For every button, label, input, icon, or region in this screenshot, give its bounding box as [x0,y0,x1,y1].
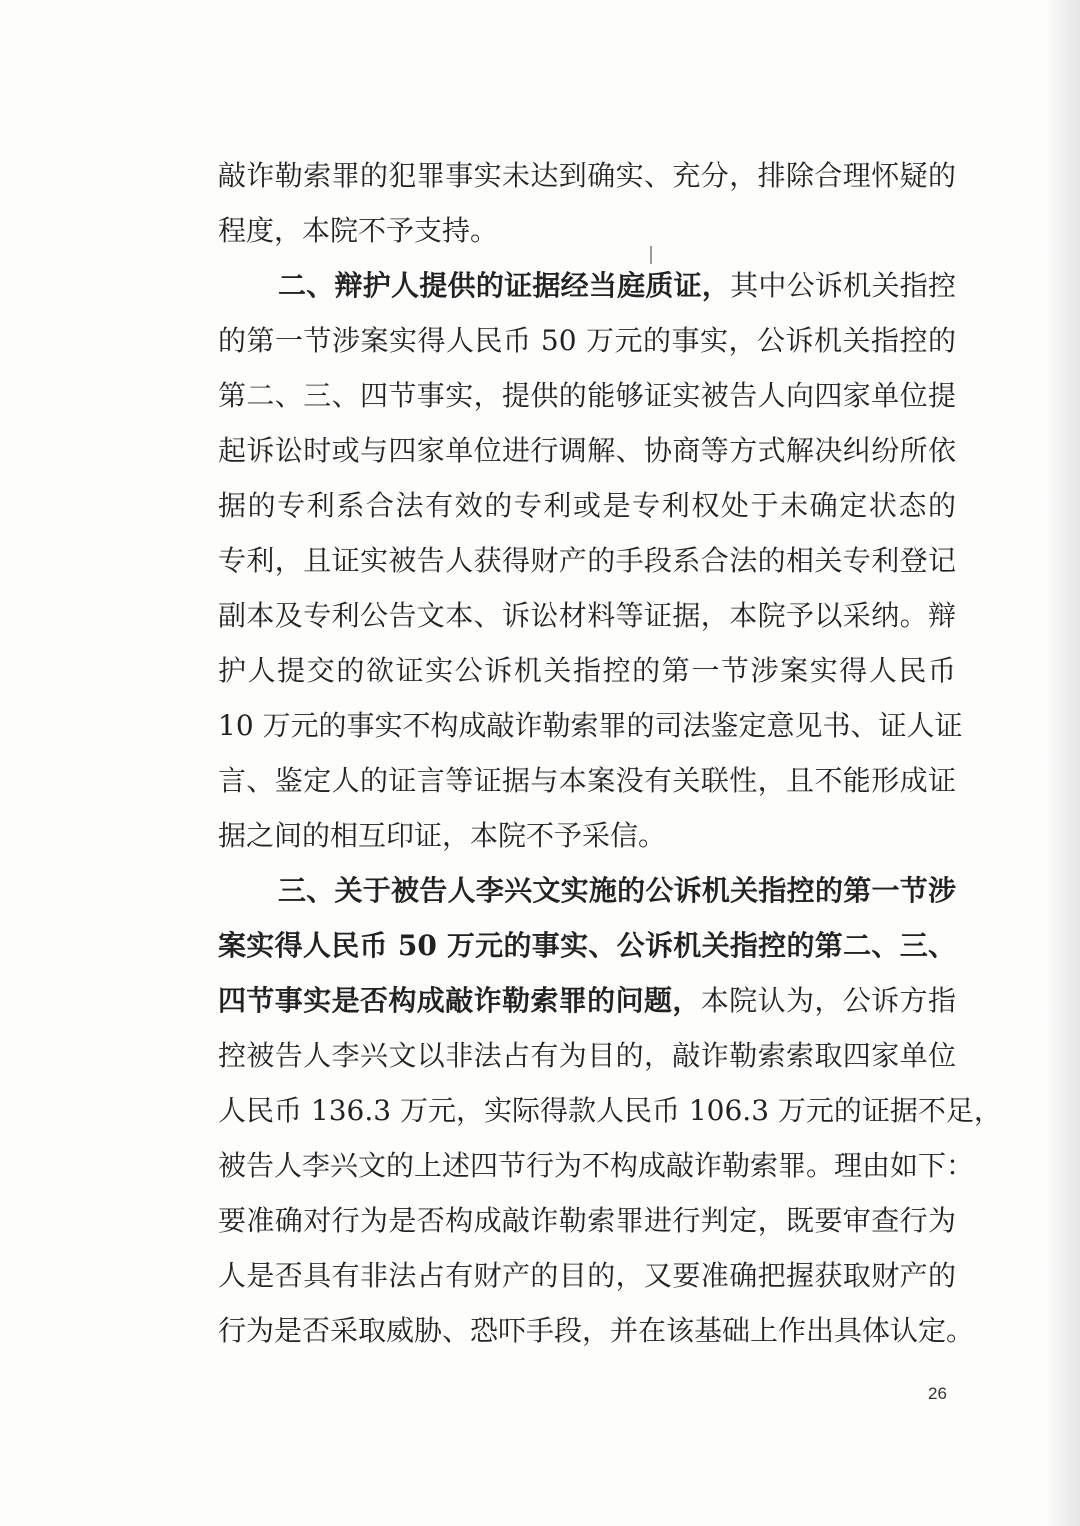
paragraph-heading-line: 三、关于被告人李兴文实施的公诉机关指控的第一节涉 [278,874,956,907]
text-line: 10 万元的事实不构成敲诈勒索罪的司法鉴定意见书、证人证 [218,709,963,742]
paragraph-heading-line [278,266,956,306]
text-line: 控被告人李兴文以非法占有为目的，敲诈勒索索取四家单位 [218,1039,956,1072]
text-line: 起诉讼时或与四家单位进行调解、协商等方式解决纠纷所依 [218,434,956,467]
text-line: 据的专利系合法有效的专利或是专利权处于未确定状态的 [218,489,956,522]
text-line: 副本及专利公告文本、诉讼材料等证据，本院予以采纳。辩 [218,599,956,632]
text-line: 人是否具有非法占有财产的目的，又要准确把握获取财产的 [218,1259,956,1292]
text-line: 人民币 136.3 万元，实际得款人民币 106.3 万元的证据不足， [218,1094,1002,1127]
text-line: 行为是否采取威胁、恐吓手段，并在该基础上作出具体认定。 [218,1314,975,1347]
text-line: 程度，本院不予支持。 [218,214,499,247]
text-line: 的第一节涉案实得人民币 50 万元的事实，公诉机关指控的 [218,324,956,357]
text-line: 护人提交的欲证实公诉机关指控的第一节涉案实得人民币 [218,654,956,687]
paragraph-heading-line [218,981,956,1021]
text-line: 要准确对行为是否构成敲诈勒索罪进行判定，既要审查行为 [218,1204,956,1237]
text-line: 第二、三、四节事实，提供的能够证实被告人向四家单位提 [218,379,956,412]
text-line: 专利，且证实被告人获得财产的手段系合法的相关专利登记 [218,544,956,577]
bold-heading: 四节事实是否构成敲诈勒索罪的问题， [218,984,701,1017]
scan-mark [650,246,652,264]
page-number: 26 [928,1384,947,1403]
paragraph-heading-line: 案实得人民币 50 万元的事实、公诉机关指控的第二、三、 [218,929,956,962]
text-span: 本院认为，公诉方指 [700,984,956,1017]
text-line: 被告人李兴文的上述四节行为不构成敲诈勒索罪。理由如下： [218,1149,975,1182]
text-line: 言、鉴定人的证言等证据与本案没有关联性，且不能形成证 [218,764,956,797]
text-line: 据之间的相互印证，本院不予采信。 [218,819,667,852]
bold-heading: 二、辩护人提供的证据经当庭质证， [278,269,731,302]
text-span: 其中公诉机关指控 [730,269,956,302]
text-line: 敲诈勒索罪的犯罪事实未达到确实、充分，排除合理怀疑的 [218,159,956,192]
scan-edge-shadow [1046,0,1080,1526]
